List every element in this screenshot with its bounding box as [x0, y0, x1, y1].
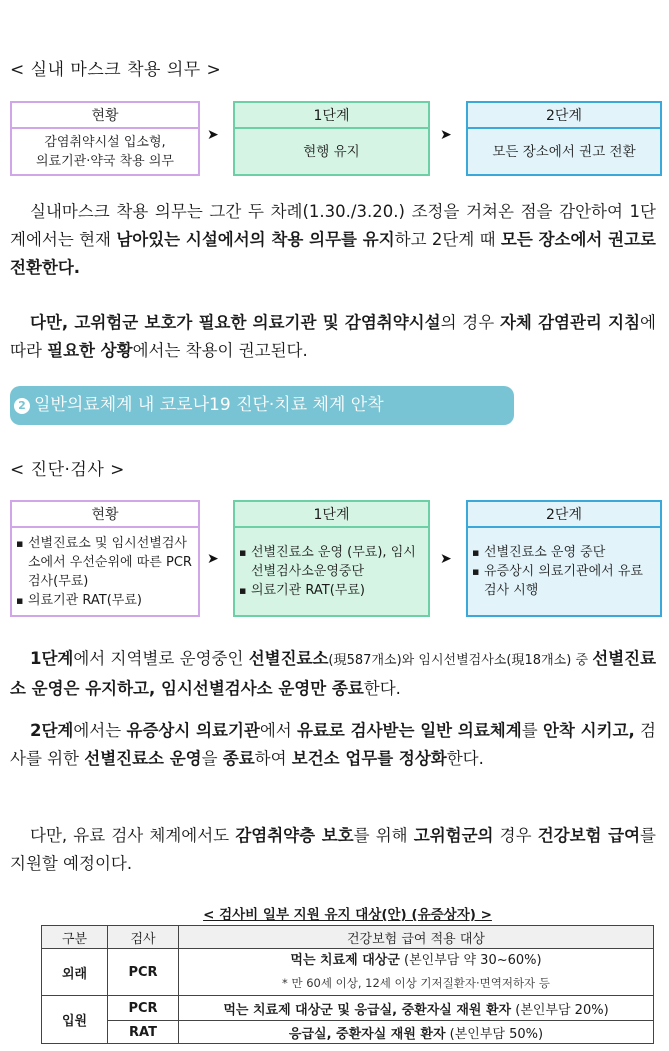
arrow-right-icon: ➤ [207, 127, 219, 143]
emphasis: 유료로 검사받는 일반 의료체계 [297, 721, 522, 740]
text: 하여 [254, 749, 292, 768]
emphasis: 다만, 고위험군 보호가 필요한 의료기관 및 감염취약시설 [30, 313, 441, 332]
emphasis: 선별진료소 운영은 유지하고, 임시선별검사소 운영만 종료 [10, 649, 657, 698]
emphasis: 감염취약층 보호 [235, 826, 354, 845]
diag-stage-current [10, 500, 200, 617]
stage-bullet: ▪ 유증상시 의료기관에서 유료 검사 시행 [472, 562, 656, 600]
stage-label: 현황 [12, 502, 198, 528]
stage-label: 2단계 [468, 103, 660, 129]
emphasis: 유증상시 의료기관 [126, 721, 260, 740]
emphasis: 선별진료소 운영 [84, 749, 202, 768]
stage-bullet: ▪ 선별진료소 및 임시선별검사소에서 우선순위에 따른 PCR 검사(무료) [16, 534, 194, 591]
emphasis: 안착 시키고, [542, 721, 635, 740]
table-cell-group: 입원 [42, 996, 108, 1044]
emphasis: 남아있는 시설에서의 착용 의무를 유지 [116, 230, 395, 249]
stage-label: 2단계 [468, 502, 660, 528]
diag-stage-1 [233, 500, 430, 617]
support-table [41, 925, 654, 1044]
stage-body: 모든 장소에서 권고 전환 [468, 129, 660, 174]
arrow-right-icon: ➤ [207, 551, 219, 567]
diag-section-title: < 진단·검사 > [10, 460, 125, 480]
text: (본인부담 약 30~60%) [399, 953, 542, 968]
stage-body: 현행 유지 [235, 129, 428, 174]
table-cell-test: PCR [108, 949, 179, 996]
emphasis: 종료 [222, 749, 255, 768]
emphasis: 건강보험 급여 [537, 826, 641, 845]
text: 하고 2단계 때 [394, 230, 501, 249]
emphasis: 선별진료소 [248, 649, 329, 668]
section-number-badge: 2 [14, 398, 30, 414]
text: 검사를 위한 [10, 721, 656, 768]
stage-bullet: ▪ 선별진료소 운영 (무료), 임시선별검사소운영중단 [239, 543, 424, 581]
table-row [42, 949, 654, 996]
text: 에서는 [73, 721, 127, 740]
table-header: 건강보험 급여 적용 대상 [179, 926, 654, 949]
text: 에 따라 [10, 313, 656, 360]
table-caption [41, 903, 654, 923]
emphasis: 고위험군의 [413, 826, 494, 845]
text: (現587개소)와 임시선별검사소(現18개소) 중 [328, 653, 593, 668]
emphasis: 모든 장소에서 권고로 전환한다. [10, 230, 656, 277]
emphasis: 2단계 [30, 721, 74, 740]
table-cell-test: PCR [108, 996, 179, 1021]
text: (본인부담 50%) [445, 1026, 544, 1042]
table-cell-target [179, 1021, 654, 1044]
text: 다만, 유료 검사 체계에서도 [30, 826, 236, 845]
mask-stage-1 [233, 101, 430, 176]
table-row [42, 996, 654, 1021]
emphasis: 1단계 [30, 649, 74, 668]
table-row [42, 1021, 654, 1044]
mask-stage-2 [466, 101, 662, 176]
text: 에서 지역별로 운영중인 [73, 649, 249, 668]
text: 한다. [446, 749, 484, 768]
mask-stage-current [10, 101, 200, 176]
table-cell-group: 외래 [42, 949, 108, 996]
stage-bullet: ▪ 의료기관 RAT(무료) [16, 591, 194, 610]
stage-label: 현황 [12, 103, 198, 129]
text: 에서는 착용이 권고된다. [132, 341, 308, 360]
text: 를 [521, 721, 543, 740]
diag-paragraph-1 [10, 645, 656, 703]
table-note: * 만 60세 이상, 12세 이상 기저질환자·면역저하자 등 [282, 976, 550, 990]
diag-paragraph-2 [10, 717, 656, 773]
text: 을 [201, 749, 223, 768]
section-banner-text: 일반의료체계 내 코로나19 진단·치료 체계 안착 [34, 395, 384, 415]
stage-bullet: ▪ 선별진료소 운영 중단 [472, 543, 656, 562]
text: (본인부담 20%) [511, 1002, 609, 1018]
text: 경우 [493, 826, 538, 845]
mask-section-title: < 실내 마스크 착용 의무 > [10, 60, 222, 80]
diag-stage-2 [466, 500, 662, 617]
emphasis: 응급실, 중환자실 재원 환자 [288, 1026, 446, 1042]
text: 를 지원할 예정이다. [10, 826, 656, 873]
text: 실내마스크 착용 의무는 그간 두 차례(1.30./3.20.) 조정을 거쳐온 점을 감안하여 1단계에서는 현재 [10, 202, 656, 249]
stage-body: 감염취약시설 입소형, 의료기관·약국 착용 의무 [36, 134, 174, 169]
arrow-right-icon: ➤ [440, 127, 452, 143]
table-cell-target [179, 949, 654, 996]
emphasis: 먹는 치료제 대상군 [290, 953, 400, 968]
text: 의 경우 [440, 313, 500, 332]
table-caption-text: < 검사비 일부 지원 유지 대상(안) (유증상자) > [203, 907, 492, 923]
stage-label: 1단계 [235, 502, 428, 528]
emphasis: 필요한 상황 [47, 341, 133, 360]
text: 를 위해 [353, 826, 414, 845]
arrow-right-icon: ➤ [440, 551, 452, 567]
emphasis: 자체 감염관리 지침 [499, 313, 641, 332]
text: 에서 [259, 721, 298, 740]
text: 한다. [363, 679, 401, 698]
stage-body [468, 528, 660, 615]
diag-paragraph-3 [10, 822, 656, 878]
table-header-row [42, 926, 654, 949]
stage-label: 1단계 [235, 103, 428, 129]
table-header: 검사 [108, 926, 179, 949]
table-cell-target [179, 996, 654, 1021]
mask-paragraph-2 [10, 309, 656, 365]
emphasis: 보건소 업무를 정상화 [291, 749, 447, 768]
stage-bullet: ▪ 의료기관 RAT(무료) [239, 581, 424, 600]
table-header: 구분 [42, 926, 108, 949]
mask-paragraph-1 [10, 198, 656, 282]
stage-body [12, 528, 198, 615]
stage-body [235, 528, 428, 615]
section-banner [10, 386, 514, 425]
table-cell-test: RAT [108, 1021, 179, 1044]
emphasis: 먹는 치료제 대상군 및 응급실, 중환자실 재원 환자 [223, 1002, 512, 1018]
